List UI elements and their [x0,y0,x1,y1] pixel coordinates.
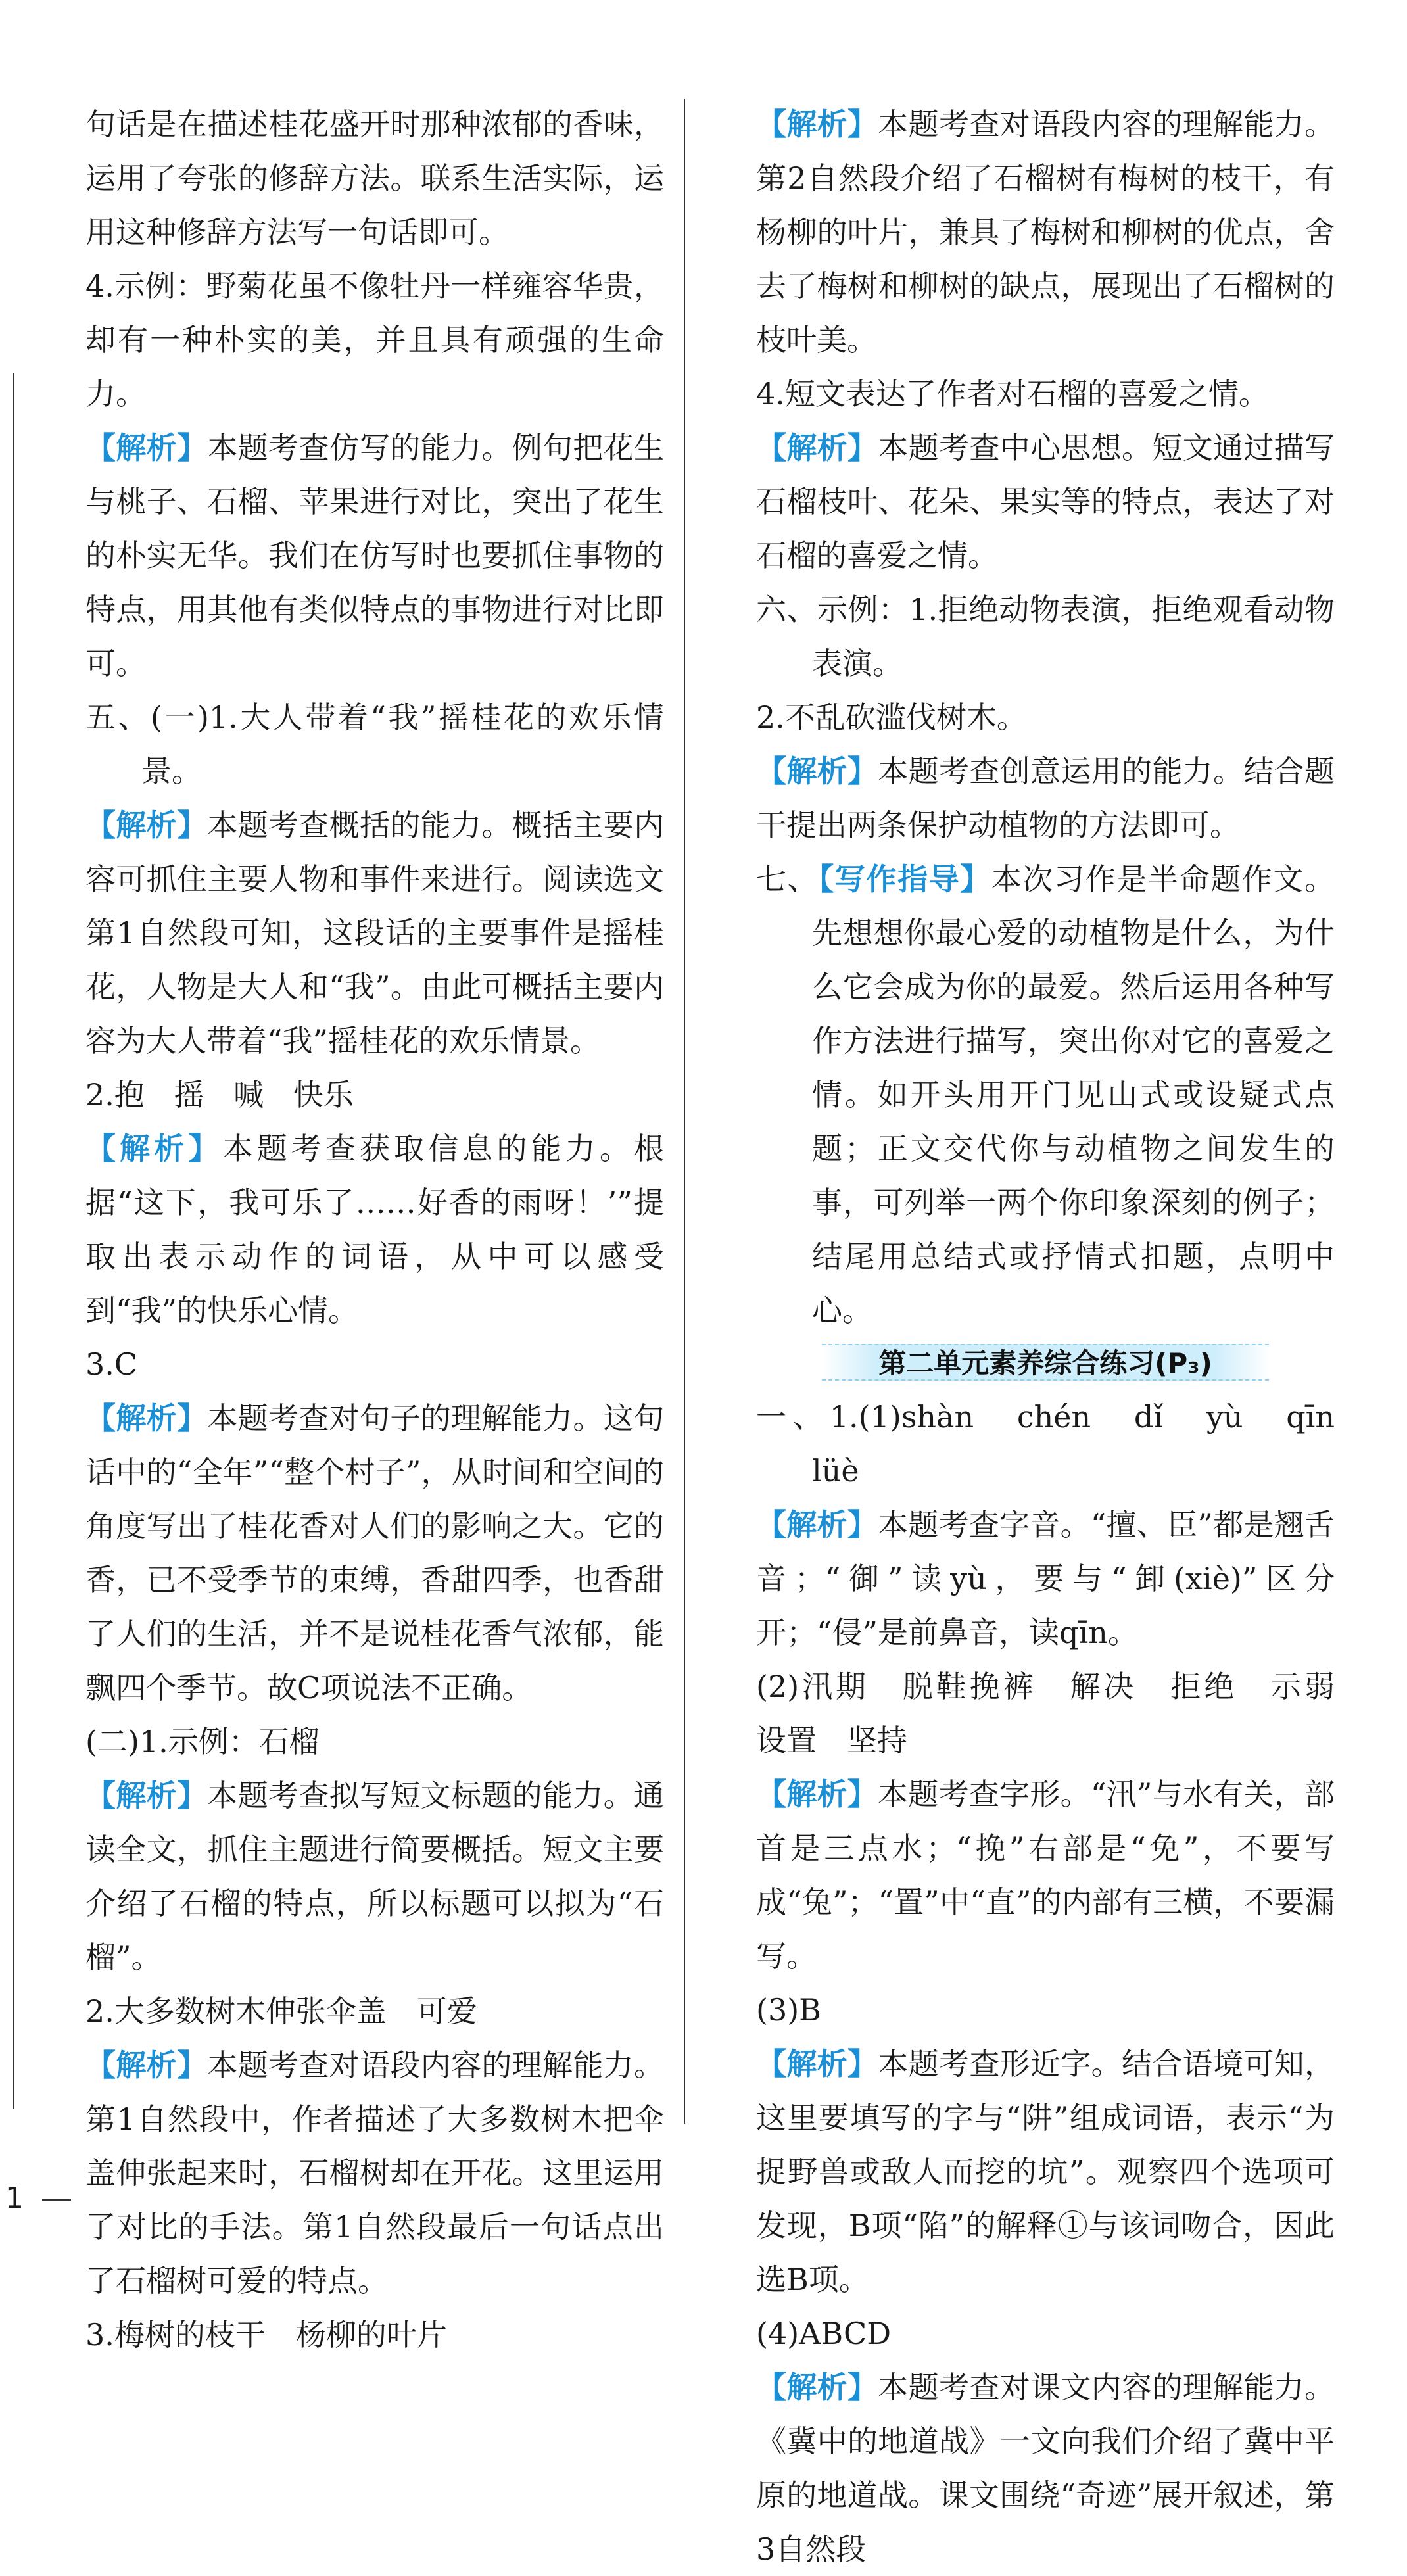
paragraph-text: 本题考查对语段内容的理解能力。第2自然段介绍了石榴树有梅树的枝干，有杨柳的叶片，兼具了梅树和柳树的优点，舍去了梅树和柳树的缺点，展现出了石榴树的枝叶美。 [756,107,1335,358]
analysis-tag: 【解析】 [85,1400,208,1436]
analysis-paragraph [756,421,1335,583]
paragraph-text: 本题考查获取信息的能力。根据“这下，我可乐了……好香的雨呀！’”提取出表示动作的词语，从中可以感受到“我”的快乐心情。 [85,1131,664,1328]
paragraph-text: (4)ABCD [756,2316,892,2351]
analysis-tag: 【写作指导】 [819,861,991,897]
paragraph-text: 本题考查字音。“擅、臣”都是翘舌音；“御”读yù，要与“卸(xiè)”区分开；“侵”是前鼻音，读qīn。 [756,1507,1335,1650]
analysis-tag: 【解析】 [756,107,878,142]
analysis-paragraph [756,2037,1335,2306]
item-number: 七、 [756,861,819,897]
paragraph-text: 句话是在描述桂花盛开时那种浓郁的香味，运用了夸张的修辞方法。联系生活实际，运用这种修辞方法写一句话即可。 [85,107,664,250]
paragraph-text: (二)1.示例：石榴 [85,1724,320,1759]
paragraph-text: (2)汛期 脱鞋挽裤 解决 拒绝 示弱 设置 坚持 [756,1669,1365,1758]
analysis-paragraph [756,2360,1335,2576]
margin-rule [13,373,14,2109]
paragraph-text: 本题考查仿写的能力。例句把花生与桃子、石榴、苹果进行对比，突出了花生的朴实无华。我们在仿写时也要抓住事物的特点，用其他有类似特点的事物进行对比即可。 [85,430,665,681]
answer-paragraph [85,97,664,259]
analysis-tag: 【解析】 [756,1777,878,1812]
page-number: 1 [5,2182,24,2215]
analysis-tag: 【解析】 [85,2047,208,2083]
paragraph-text: 一、1.(1)shàn chén dǐ yù qīn lüè [756,1399,1365,1489]
column-divider [684,99,685,2124]
paragraph-text: 3.C [85,1347,138,1382]
paragraph-text: 五、(一)1.大人带着“我”摇桂花的欢乐情景。 [85,700,664,789]
analysis-paragraph [756,852,1335,1337]
analysis-tag: 【解析】 [85,1131,223,1166]
analysis-paragraph [85,1391,664,1715]
paragraph-text: 本题考查对语段内容的理解能力。第1自然段中，作者描述了大多数树木把伞盖伸张起来时，石榴树却在开花。这里运用了对比的手法。第1自然段最后一句话点出了石榴树可爱的特点。 [85,2047,665,2299]
analysis-tag: 【解析】 [756,2370,878,2405]
paragraph-text: 2.不乱砍滥伐树木。 [756,700,1027,735]
answer-paragraph [756,690,1335,744]
answer-paragraph [85,1068,664,1122]
answer-paragraph [85,259,664,421]
paragraph-text: (3)B [756,1992,821,2028]
paragraph-text: 本题考查拟写短文标题的能力。通读全文，抓住主题进行简要概括。短文主要介绍了石榴的特点，所以标题可以拟为“石榴”。 [85,1778,665,1975]
footer-dash [42,2199,71,2201]
analysis-paragraph [85,798,664,1068]
analysis-tag: 【解析】 [756,753,878,789]
right-column [756,97,1365,2576]
section-heading: 第二单元素养综合练习(P₃) [822,1344,1269,1381]
answer-paragraph [85,2308,664,2362]
answer-paragraph [756,367,1335,421]
answer-paragraph [756,2306,1335,2360]
paragraph-text: 2.抱 摇 喊 快乐 [85,1077,354,1112]
analysis-paragraph [85,2038,664,2308]
answer-paragraph [756,583,1335,690]
left-column [85,97,664,2362]
paragraph-text: 本题考查对句子的理解能力。这句话中的“全年”“整个村子”，从时间和空间的角度写出了桂花香对人们的影响之大。它的香，已不受季节的束缚，香甜四季，也香甜了人们的生活，并不是说桂花香气浓郁，能飘四个季节。故C项说法不正确。 [85,1400,665,1705]
page-footer [5,2182,71,2215]
paragraph-text: 本题考查创意运用的能力。结合题干提出两条保护动植物的方法即可。 [756,753,1335,843]
answer-paragraph [85,690,664,798]
paragraph-text: 本题考查字形。“汛”与水有关，部首是三点水；“挽”右部是“免”，不要写成“兔”；“置”中“直”的内部有三横，不要漏写。 [756,1777,1335,1974]
analysis-paragraph [85,421,664,690]
analysis-tag: 【解析】 [756,1507,878,1542]
answer-paragraph [756,1659,1365,1767]
analysis-paragraph [756,1767,1335,1983]
analysis-tag: 【解析】 [85,807,208,843]
answer-paragraph [756,1983,1335,2037]
analysis-tag: 【解析】 [85,430,208,465]
answer-paragraph [756,1390,1365,1498]
analysis-tag: 【解析】 [756,2046,878,2082]
analysis-paragraph [756,1498,1335,1659]
paragraph-text: 2.大多数树木伸张伞盖 可爱 [85,1993,477,2029]
analysis-paragraph [85,1122,664,1337]
analysis-paragraph [85,1769,664,1984]
answer-paragraph [85,1984,664,2038]
analysis-tag: 【解析】 [756,430,878,465]
analysis-tag: 【解析】 [85,1778,208,1813]
paragraph-text: 本题考查对课文内容的理解能力。《冀中的地道战》一文向我们介绍了冀中平原的地道战。课文围绕“奇迹”展开叙述，第3自然段 [756,2370,1335,2567]
answer-paragraph [85,1715,664,1769]
paragraph-text: 本题考查概括的能力。概括主要内容可抓住主要人物和事件来进行。阅读选文第1自然段可知，这段话的主要事件是摇桂花，人物是大人和“我”。由此可概括主要内容为大人带着“我”摇桂花的欢乐情景。 [85,807,665,1059]
paragraph-text: 3.梅树的枝干 杨柳的叶片 [85,2317,447,2352]
paragraph-text: 本题考查中心思想。短文通过描写石榴枝叶、花朵、果实等的特点，表达了对石榴的喜爱之情。 [756,430,1335,573]
paragraph-text: 4.短文表达了作者对石榴的喜爱之情。 [756,376,1269,412]
analysis-paragraph [756,97,1335,367]
paragraph-text: 六、示例：1.拒绝动物表演，拒绝观看动物表演。 [756,592,1335,681]
answer-paragraph [85,1337,664,1391]
paragraph-text: 4.示例：野菊花虽不像牡丹一样雍容华贵，却有一种朴实的美，并且具有顽强的生命力。 [85,268,664,412]
analysis-paragraph [756,744,1335,852]
paragraph-text: 本次习作是半命题作文。先想想你最心爱的动植物是什么，为什么它会成为你的最爱。然后运用各种写作方法进行描写，突出你对它的喜爱之情。如开头用开门见山式或设疑式点题；正文交代你与动植物之间发生的事，可列举一两个你印象深刻的例子；结尾用总结式或抒情式扣题，点明中心。 [812,861,1335,1328]
paragraph-text: 本题考查形近字。结合语境可知，这里要填写的字与“阱”组成词语，表示“为捉野兽或敌人而挖的坑”。观察四个选项可发现，B项“陷”的解释①与该词吻合，因此选B项。 [756,2046,1335,2297]
